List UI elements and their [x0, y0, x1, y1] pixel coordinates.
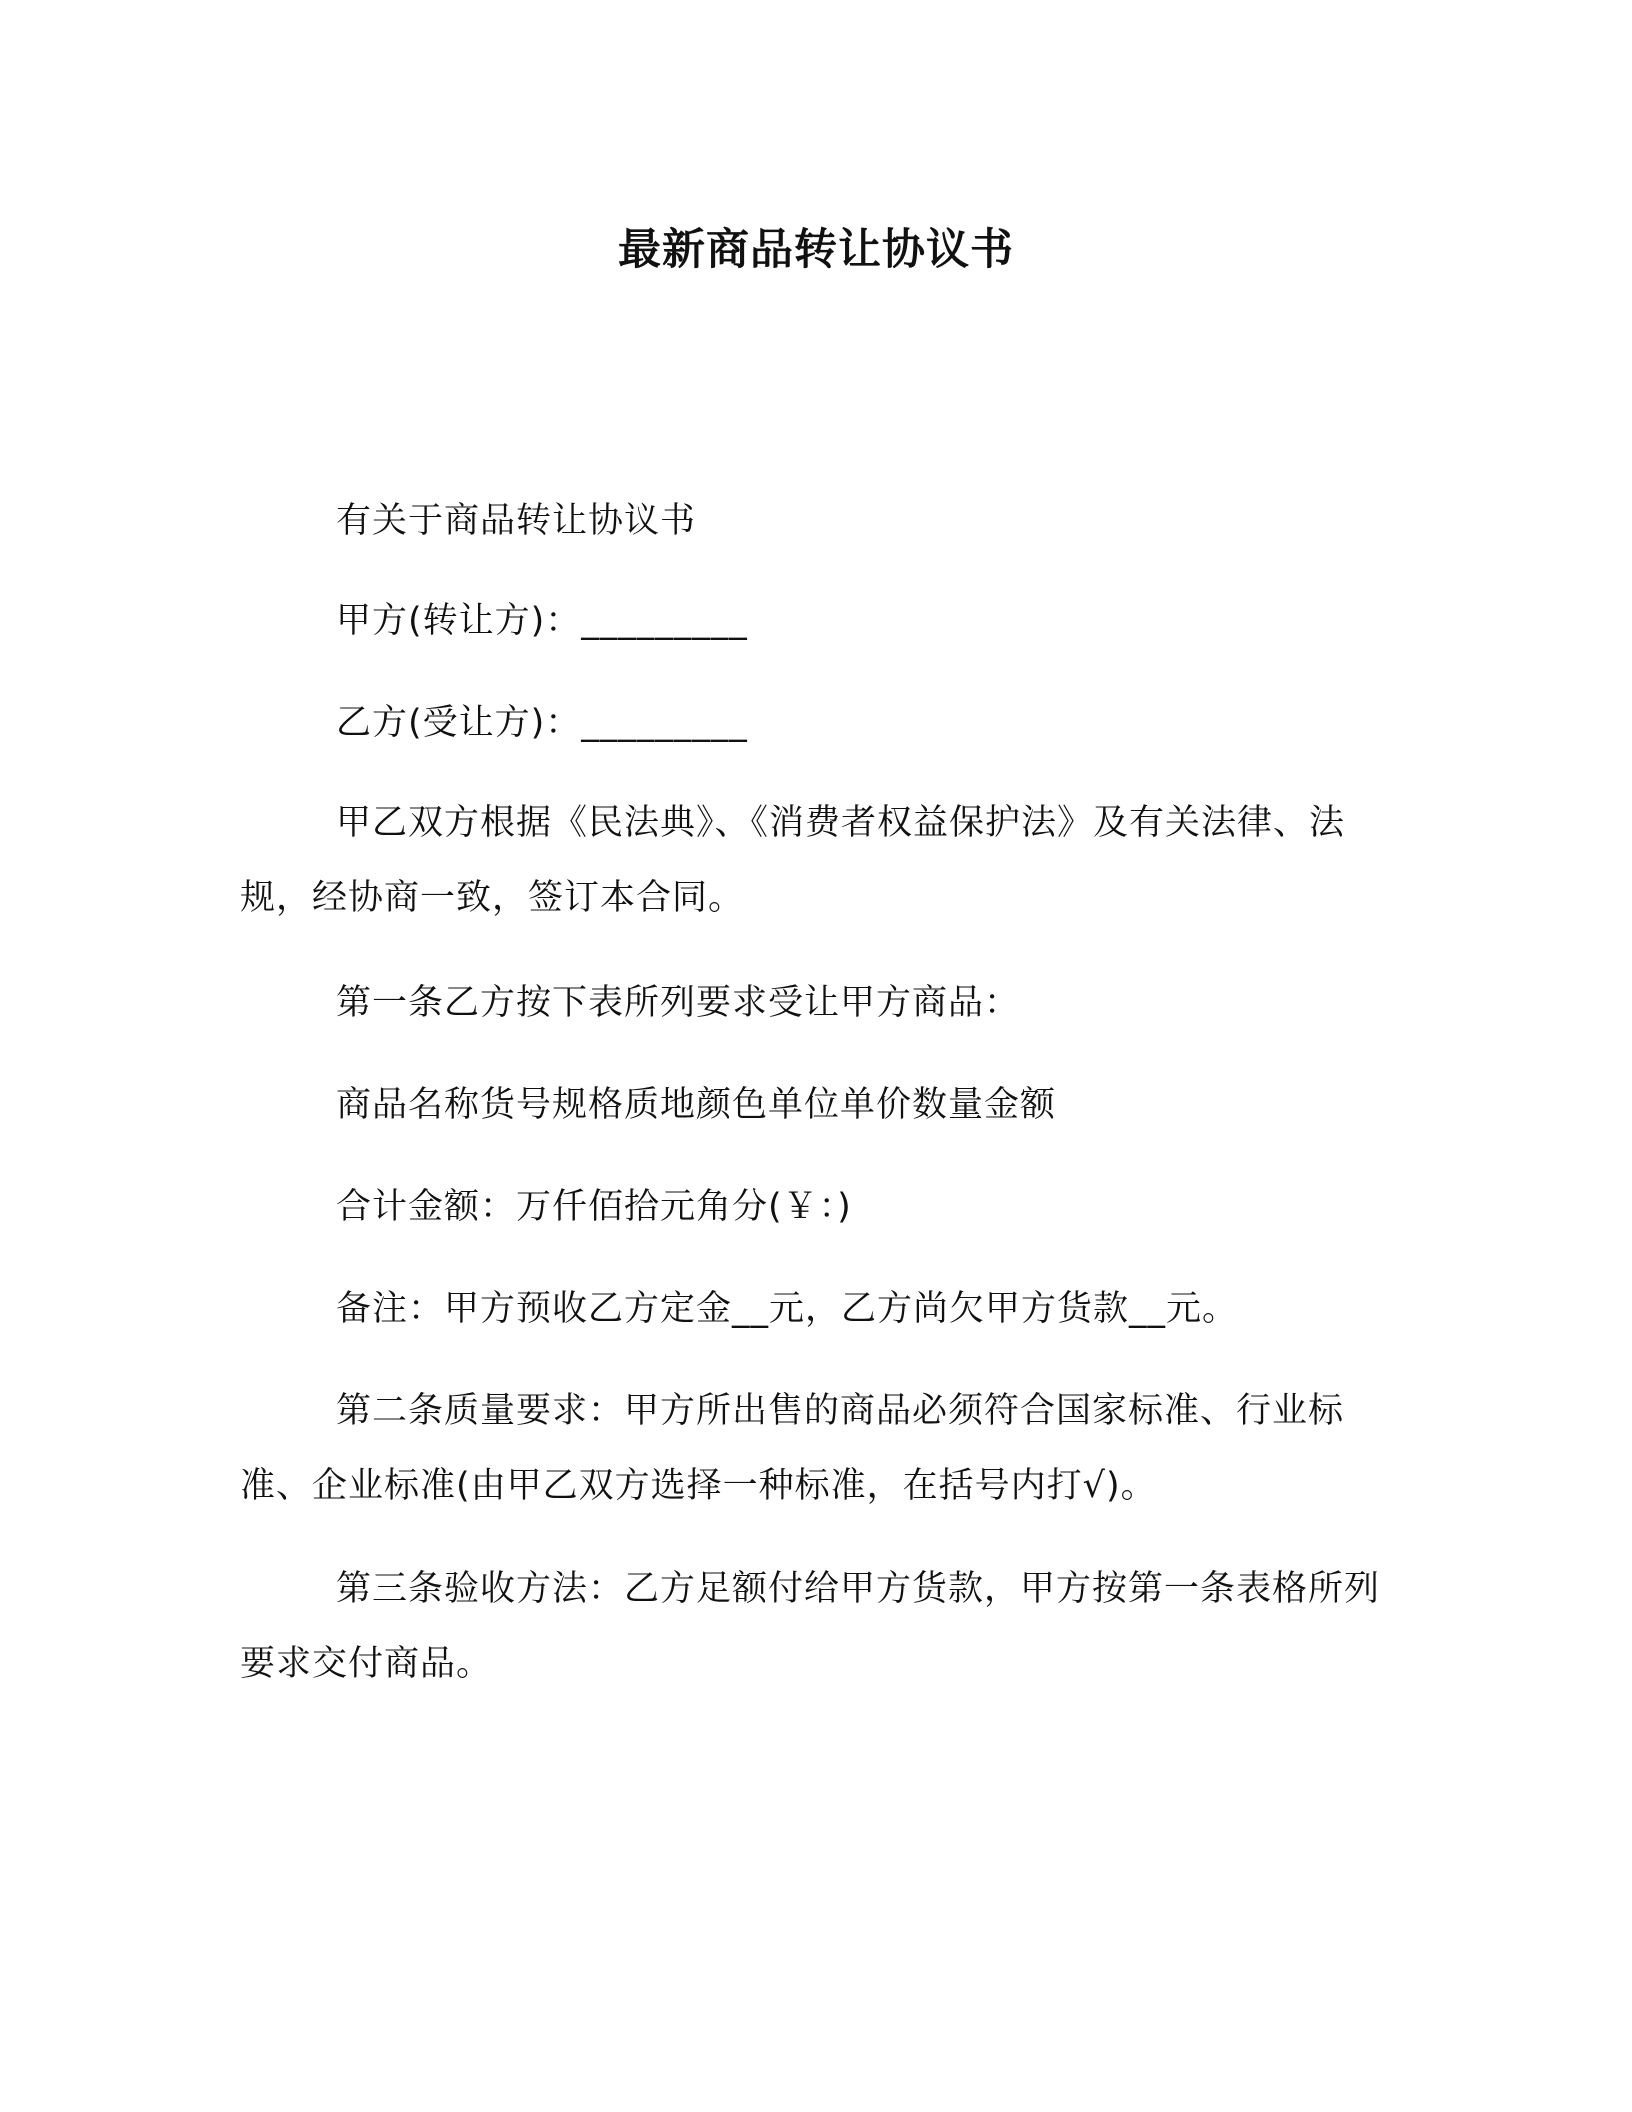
paragraph-total-amount: 合计金额：万仟佰拾元角分(￥：)	[336, 1187, 852, 1227]
document-title: 最新商品转让协议书	[618, 225, 1014, 275]
paragraph-preamble: 甲乙双方根据《民法典》、《消费者权益保护法》及有关法律、法规，经协商一致，签订本合同。	[240, 803, 1346, 918]
paragraph-table-header: 商品名称货号规格质地颜色单位单价数量金额	[336, 1085, 1057, 1125]
paragraph-article-3: 第三条验收方法：乙方足额付给甲方货款，甲方按第一条表格所列要求交付商品。	[240, 1569, 1381, 1684]
paragraph-party-a: 甲方(转让方)：_________	[336, 601, 748, 641]
paragraph-subtitle: 有关于商品转让协议书	[336, 501, 697, 541]
paragraph-remark: 备注：甲方预收乙方定金__元，乙方尚欠甲方货款__元。	[336, 1289, 1239, 1329]
paragraph-article-2: 第二条质量要求：甲方所出售的商品必须符合国家标准、行业标准、企业标准(由甲乙双方选择一种标准，在括号内打√)。	[240, 1391, 1345, 1506]
paragraph-article-1: 第一条乙方按下表所列要求受让甲方商品：	[336, 983, 1021, 1023]
paragraph-party-b: 乙方(受让方)：_________	[336, 703, 748, 743]
